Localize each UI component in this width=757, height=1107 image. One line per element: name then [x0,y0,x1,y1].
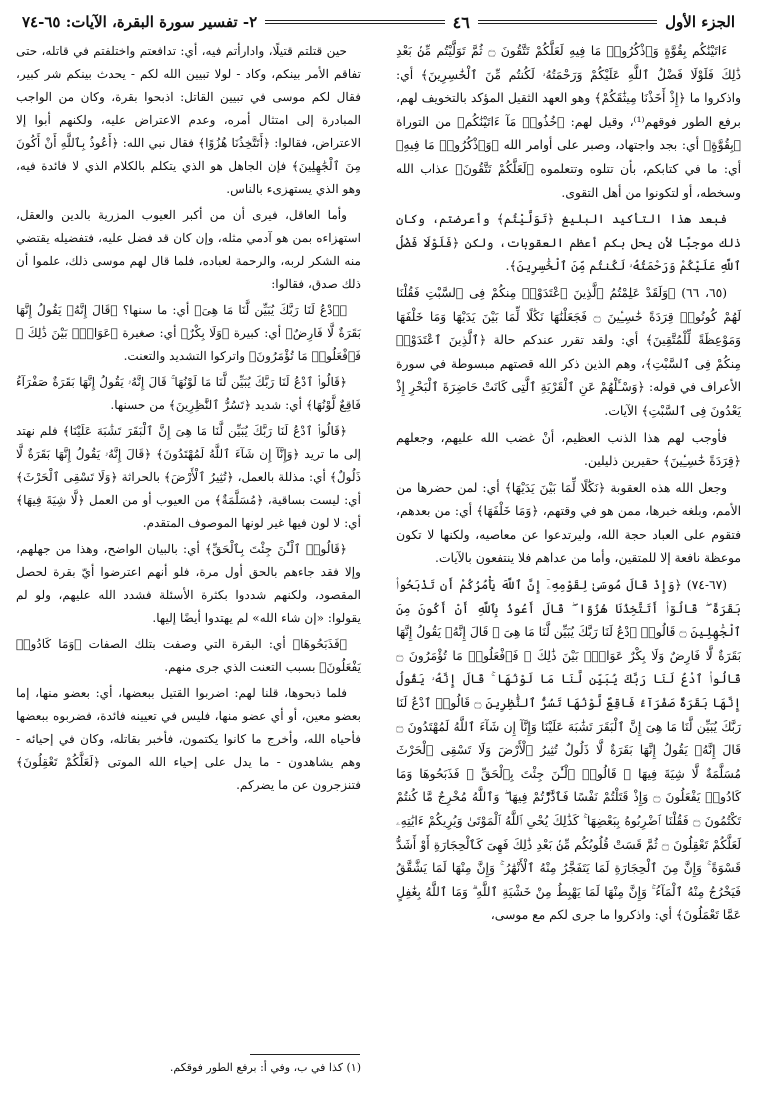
paragraph: ﴿ٱدْعُ لَنَا رَبَّكَ يُبَيِّن لَّنَا مَا هِىَ﴾ أي: ما سنها؟ ﴿قَالَ إِنَّهُۥ يَقُولُ إِنَّهَا بَقَرَةٌ لَّا فَارِضٌ﴾ أي: كبيرة ﴿وَلَا بِكْرٌ﴾ أي: صغيرة ﴿عَوَانٌۢ بَيْنَ ذَٰلِكَ ۖ فَٱفْعَلُوا۟ مَا تُؤْمَرُونَ﴾ واتركوا التشديد والتعنت. [16,302,361,363]
paragraph: ﴿قَالُوا۟ ٱدْعُ لَنَا رَبَّكَ يُبَيِّن لَّنَا مَا هِىَ إِنَّ ٱلْبَقَرَ تَشَٰبَهَ عَلَيْنَا﴾ فلم نهتد إلى ما تريد ﴿وَإِنَّآ إِن شَآءَ ٱللَّهُ لَمُهْتَدُونَ﴾ ﴿قَالَ إِنَّهُۥ يَقُولُ إِنَّهَا بَقَرَةٌ لَّا ذَلُولٌ﴾ أي: مذللة بالعمل، ﴿تُثِيرُ ٱلْأَرْضَ﴾ بالحراثة ﴿وَلَا تَسْقِى ٱلْحَرْثَ﴾ أي: ليست بساقية، ﴿مُسَلَّمَةٌ﴾ من العيوب أو من العمل ﴿لَّا شِيَةَ فِيهَا﴾ أي: لا لون فيها غير لونها الموصوف المتقدم. [16,423,361,530]
paragraph: (٦٥، ٦٦) ﴿وَلَقَدْ عَلِمْتُمُ ٱلَّذِينَ ٱعْتَدَوْا۟ مِنكُمْ فِى ٱلسَّبْتِ فَقُلْنَا لَهُمْ كُونُوا۟ قِرَدَةً خَٰسِـِٔينَ ۝ فَجَعَلْنَٰهَا نَكَٰلًا لِّمَا بَيْنَ يَدَيْهَا وَمَا خَلْفَهَا وَمَوْعِظَةً لِّلْمُتَّقِينَ﴾ أي: ولقد تقرر عندكم حالة ﴿ٱلَّذِينَ ٱعْتَدَوْا۟ مِنكُمْ فِى ٱلسَّبْتِ﴾، وهم الذين ذكر الله قصتهم مبسوطة في سورة الأعراف في قوله: ﴿وَسْـَٔلْهُمْ عَنِ ٱلْقَرْيَةِ ٱلَّتِى كَانَتْ حَاضِرَةَ ٱلْبَحْرِ إِذْ يَعْدُونَ فِى ٱلسَّبْتِ﴾ الآيات. [396,285,741,418]
paragraph: ﴿قَالُوا۟ ٱلْـَٰٔنَ جِئْتَ بِٱلْحَقِّ﴾ أي: بالبيان الواضح، وهذا من جهلهم، وإلا فقد جاءهم بالحق أول مرة، فلو أنهم اعترضوا أيّ بقرة لحصل المقصود، ولكنهم شددوا بكثرة الأسئلة فشدد الله عليهم، ولو لم يقولوا: «إن شاء الله» لم يهتدوا أيضًا إليها. [16,541,361,625]
paragraph: حين قتلتم قتيلًا، وادارأتم فيه، أي: تدافعتم واختلفتم في قاتله، حتى تفاقم الأمر بينكم، وكاد - لولا تبيين الله لكم - يحدث بينكم شر كبير، فقال لكم موسى في تبيين القاتل: اذبحوا بقرة، وكان من الواجب المبادرة إلى امتثال أمره، وعدم الاعتراض عليه، ولكنهم أبوا إلا الاعتراض، فقالوا: ﴿أَتَتَّخِذُنَا هُزُوًا﴾ فقال نبي الله: ﴿أَعُوذُ بِٱللَّهِ أَنْ أَكُونَ مِنَ ٱلْجَٰهِلِينَ﴾ فإن الجاهل هو الذي يتكلم بالكلام الذي لا فائدة فيه، وهو الذي يستهزىء بالناس. [16,44,361,196]
page-number: ٤٦ [452,12,470,32]
section-title: ٢- تفسير سورة البقرة، الآيات: ٦٥-٧٤ [22,13,258,31]
paragraph: فبعد هذا التأكيد البليغ ﴿تَوَلَّيْتُم﴾ وأعرضتم، وكان ذلك موجبًا لأن يحل بكم أعظم العقوبات، ولكن ﴿فَلَوْلَا فَضْلُ ٱللَّهِ عَلَيْكُمْ وَرَحْمَتُهُۥ لَكُنتُم مِّنَ ٱلْخَٰسِرِينَ﴾. [396,212,741,274]
paragraph: وجعل الله هذه العقوبة ﴿نَكَٰلًا لِّمَا بَيْنَ يَدَيْهَا﴾ أي: لمن حضرها من الأمم، وبلغه خبرها، ممن هو في وقتهم، ﴿وَمَا خَلْفَهَا﴾ أي: من بعدهم، فتقوم على العباد حجة الله، وليرتدعوا عن معاصيه، ولكنها لا تكون موعظة نافعة إلا للمتقين، وأما من عداهم فلا ينتفعون بالآيات. [396,480,741,566]
page-title: الجزء الأول [665,13,735,31]
footnote-divider [250,1054,360,1055]
left-column [16,40,361,800]
header-rule-right [478,20,657,24]
paragraph: ءَاتَيْنَٰكُم بِقُوَّةٍ وَٱذْكُرُوا۟ مَا فِيهِ لَعَلَّكُمْ تَتَّقُونَ ۝ ثُمَّ تَوَلَّيْتُم مِّنۢ بَعْدِ ذَٰلِكَ فَلَوْلَا فَضْلُ ٱللَّهِ عَلَيْكُمْ وَرَحْمَتُهُۥ لَكُنتُم مِّنَ ٱلْخَٰسِرِينَ﴾ أي: واذكروا ما ﴿إِذْ أَخَذْنَا مِيثَٰقَكُمْ﴾ وهو العهد الثقيل المؤكد بالتخويف لهم، برفع الطور فوقهم⁽¹⁾، وقيل لهم: ﴿خُذُوا۟ مَآ ءَاتَيْنَٰكُم﴾ من التوراة ﴿بِقُوَّةٍ﴾ أي: بجد واجتهاد، وصبر على أوامر الله ﴿وَٱذْكُرُوا۟ مَا فِيهِ﴾ أي: ما في كتابكم، بأن تتلوه وتتعلموه ﴿لَعَلَّكُمْ تَتَّقُونَ﴾ عذاب الله وسخطه، أو لتكونوا من أهل التقوى. [396,44,741,200]
paragraph: وأما العاقل، فيرى أن من أكبر العيوب المزرية بالدين والعقل، استهزاءه بمن هو آدمي مثله، وإن كان قد فضل عليه، فتفضيله يقتضي منه الشكر لربه، والرحمة لعباده، فلما قال لهم موسى ذلك، علموا أن ذلك صدق، فقالوا: [16,207,361,291]
right-column [396,40,741,1100]
paragraph: (٦٧-٧٤) ﴿وَإِذْ قَالَ مُوسَىٰ لِقَوْمِهِۦٓ إِنَّ ٱللَّهَ يَأْمُرُكُمْ أَن تَذْبَحُوا۟ بَقَرَةً ۖ قَالُوٓا۟ أَتَتَّخِذُنَا هُزُوًا ۖ قَالَ أَعُوذُ بِٱللَّهِ أَنْ أَكُونَ مِنَ ٱلْجَٰهِلِينَ ۝ قَالُوا۟ ٱدْعُ لَنَا رَبَّكَ يُبَيِّن لَّنَا مَا هِىَ ۚ قَالَ إِنَّهُۥ يَقُولُ إِنَّهَا بَقَرَةٌ لَّا فَارِضٌ وَلَا بِكْرٌ عَوَانٌۢ بَيْنَ ذَٰلِكَ ۖ فَٱفْعَلُوا۟ مَا تُؤْمَرُونَ ۝ قَالُوا۟ ٱدْعُ لَنَا رَبَّكَ يُبَيِّن لَّنَا مَا لَوْنُهَا ۚ قَالَ إِنَّهُۥ يَقُولُ إِنَّهَا بَقَرَةٌ صَفْرَآءُ فَاقِعٌ لَّوْنُهَا تَسُرُّ ٱلنَّٰظِرِينَ ۝ قَالُوا۟ ٱدْعُ لَنَا رَبَّكَ يُبَيِّن لَّنَا مَا هِىَ إِنَّ ٱلْبَقَرَ تَشَٰبَهَ عَلَيْنَا وَإِنَّآ إِن شَآءَ ٱللَّهُ لَمُهْتَدُونَ ۝ قَالَ إِنَّهُۥ يَقُولُ إِنَّهَا بَقَرَةٌ لَّا ذَلُولٌ تُثِيرُ ٱلْأَرْضَ وَلَا تَسْقِى ٱلْحَرْثَ مُسَلَّمَةٌ لَّا شِيَةَ فِيهَا ۚ قَالُوا۟ ٱلْـَٰٔنَ جِئْتَ بِٱلْحَقِّ ۚ فَذَبَحُوهَا وَمَا كَادُوا۟ يَفْعَلُونَ ۝ وَإِذْ قَتَلْتُمْ نَفْسًا فَٱدَّٰرَْٰٔتُمْ فِيهَا ۖ وَٱللَّهُ مُخْرِجٌ مَّا كُنتُمْ تَكْتُمُونَ ۝ فَقُلْنَا ٱضْرِبُوهُ بِبَعْضِهَا ۚ كَذَٰلِكَ يُحْىِ ٱللَّهُ ٱلْمَوْتَىٰ وَيُرِيكُمْ ءَايَٰتِهِۦ لَعَلَّكُمْ تَعْقِلُونَ ۝ ثُمَّ قَسَتْ قُلُوبُكُم مِّنۢ بَعْدِ ذَٰلِكَ فَهِىَ كَٱلْحِجَارَةِ أَوْ أَشَدُّ قَسْوَةً ۚ وَإِنَّ مِنَ ٱلْحِجَارَةِ لَمَا يَتَفَجَّرُ مِنْهُ ٱلْأَنْهَٰرُ ۚ وَإِنَّ مِنْهَا لَمَا يَشَّقَّقُ فَيَخْرُجُ مِنْهُ ٱلْمَآءُ ۚ وَإِنَّ مِنْهَا لَمَا يَهْبِطُ مِنْ خَشْيَةِ ٱللَّهِ ۗ وَمَا ٱللَّهُ بِغَٰفِلٍ عَمَّا تَعْمَلُونَ﴾ أي: واذكروا ما جرى لكم مع موسى، [396,578,741,923]
paragraph: ﴿قَالُوا۟ ٱدْعُ لَنَا رَبَّكَ يُبَيِّن لَّنَا مَا لَوْنُهَا ۚ قَالَ إِنَّهُۥ يَقُولُ إِنَّهَا بَقَرَةٌ صَفْرَآءُ فَاقِعٌ لَّوْنُهَا﴾ أي: شديد ﴿تَسُرُّ ٱلنَّٰظِرِينَ﴾ من حسنها. [16,374,361,412]
page-header [22,10,735,34]
header-rule-left [265,20,444,24]
paragraph: ﴿فَذَبَحُوهَا﴾ أي: البقرة التي وصفت بتلك الصفات ﴿وَمَا كَادُوا۟ يَفْعَلُونَ﴾ بسبب التعنت الذي جرى منهم. [16,636,361,674]
footnote: (١) كذا في ب، وفي أ: برفع الطور فوقكم. [169,1061,361,1074]
paragraph: فأوجب لهم هذا الذنب العظيم، أنْ غضب الله عليهم، وجعلهم ﴿قِرَدَةً خَٰسِـِٔينَ﴾ حقيرين ذليلين. [396,430,741,469]
paragraph: فلما ذبحوها، قلنا لهم: اضربوا القتيل ببعضها، أي: بعضو منها، إما بعضو معين، أو أي عضو منها، فليس في تعيينه فائدة، فضربوه ببعضها فأحياه الله، وأخرج ما كانوا يكتمون، فأخبر بقاتله، وكان في إحيائه - وهم يشاهدون - ما يدل على إحياء الله الموتى ﴿لَعَلَّكُمْ تَعْقِلُونَ﴾ فتنزجرون عن ما يضركم. [16,685,361,792]
